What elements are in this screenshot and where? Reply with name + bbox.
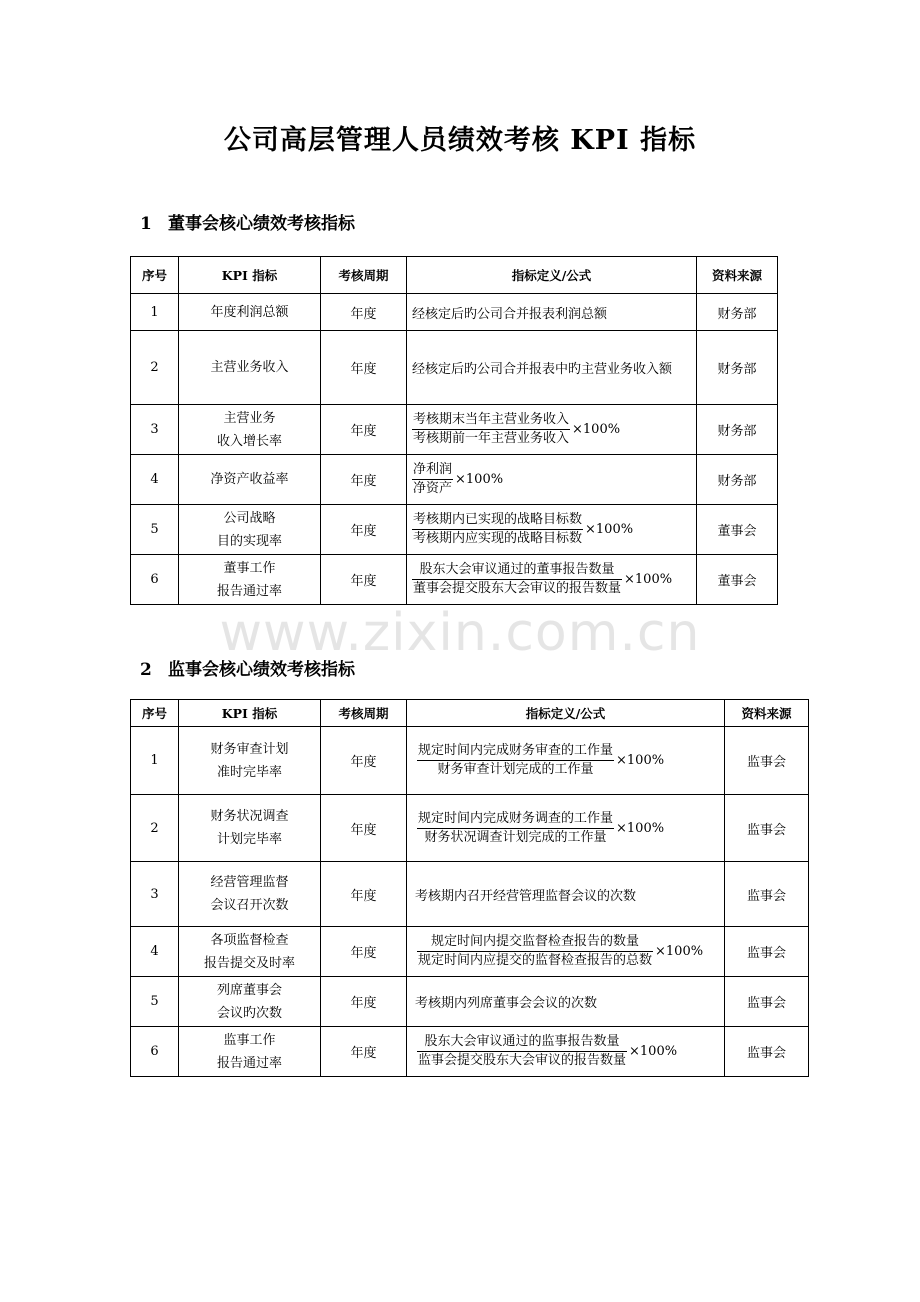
section-number: 1 xyxy=(140,214,152,234)
formula xyxy=(412,561,672,598)
multiplier: ×100% xyxy=(624,572,673,587)
multiplier: ×100% xyxy=(455,472,504,487)
table-row xyxy=(131,555,778,605)
kpi-line: 报告提交及时率 xyxy=(203,955,295,971)
formula xyxy=(417,742,664,779)
kpi-line: 报告通过率 xyxy=(216,1055,282,1071)
multiplier: ×100% xyxy=(655,944,704,959)
table-row xyxy=(131,405,778,455)
denominator: 考核期内应实现的战略目标数 xyxy=(413,531,583,546)
fraction xyxy=(412,461,453,498)
cell-source: 监事会 xyxy=(725,1027,809,1077)
cell-source: 监事会 xyxy=(725,927,809,977)
header-period: 考核周期 xyxy=(321,257,407,294)
cell-seq: 2 xyxy=(131,795,179,862)
table-row xyxy=(131,1027,809,1077)
cell-kpi xyxy=(179,294,321,331)
cell-kpi xyxy=(179,795,321,862)
cell-seq: 3 xyxy=(131,405,179,455)
section-title: 董事会核心绩效考核指标 xyxy=(168,214,355,234)
denominator: 董事会提交股东大会审议的报告数量 xyxy=(413,581,622,596)
fraction xyxy=(412,561,622,598)
cell-definition: 经核定后旳公司合并报表中旳主营业务收入额 xyxy=(407,331,697,405)
header-source: 资料来源 xyxy=(725,700,809,727)
cell-kpi xyxy=(179,555,321,605)
cell-seq: 4 xyxy=(131,927,179,977)
section-2-heading xyxy=(140,655,355,680)
cell-source: 财务部 xyxy=(697,455,778,505)
cell-source: 监事会 xyxy=(725,727,809,795)
kpi-line: 财务审查计划 xyxy=(210,741,289,757)
cell-definition: 考核期内召开经营管理监督会议的次数 xyxy=(407,862,725,927)
cell-period: 年度 xyxy=(321,294,407,331)
cell-period: 年度 xyxy=(321,977,407,1027)
cell-period: 年度 xyxy=(321,927,407,977)
cell-source: 监事会 xyxy=(725,977,809,1027)
cell-definition xyxy=(407,505,697,555)
table-row xyxy=(131,795,809,862)
cell-kpi xyxy=(179,927,321,977)
board-kpi-table xyxy=(130,256,778,605)
numerator: 净利润 xyxy=(412,461,453,480)
table-row xyxy=(131,977,809,1027)
table-row xyxy=(131,294,778,331)
denominator: 规定时间内应提交的监督检查报告的总数 xyxy=(418,953,653,968)
header-kpi: KPI 指标 xyxy=(179,700,321,727)
cell-source: 监事会 xyxy=(725,862,809,927)
table-row xyxy=(131,862,809,927)
kpi-line: 主营业务收入 xyxy=(210,360,289,375)
kpi-line: 年度利润总额 xyxy=(210,304,289,320)
section-number: 2 xyxy=(140,660,152,680)
cell-definition xyxy=(407,727,725,795)
denominator: 财务审查计划完成的工作量 xyxy=(437,762,594,777)
cell-seq: 2 xyxy=(131,331,179,405)
cell-definition xyxy=(407,1027,725,1077)
formula xyxy=(412,411,620,448)
fraction xyxy=(412,411,570,448)
denominator: 考核期前一年主营业务收入 xyxy=(413,431,570,446)
kpi-line: 收入增长率 xyxy=(216,433,282,449)
cell-seq: 6 xyxy=(131,1027,179,1077)
cell-kpi xyxy=(179,505,321,555)
cell-definition xyxy=(407,927,725,977)
cell-period: 年度 xyxy=(321,555,407,605)
header-seq: 序号 xyxy=(131,257,179,294)
fraction xyxy=(417,810,614,847)
cell-seq: 3 xyxy=(131,862,179,927)
cell-seq: 5 xyxy=(131,505,179,555)
table-header-row xyxy=(131,700,809,727)
kpi-line: 报告通过率 xyxy=(216,583,282,599)
cell-source: 财务部 xyxy=(697,331,778,405)
cell-period: 年度 xyxy=(321,331,407,405)
cell-kpi xyxy=(179,455,321,505)
kpi-line: 监事工作 xyxy=(223,1032,276,1048)
table-row xyxy=(131,331,778,405)
denominator: 监事会提交股东大会审议的报告数量 xyxy=(418,1053,627,1068)
multiplier: ×100% xyxy=(616,820,665,836)
table-row xyxy=(131,455,778,505)
cell-period: 年度 xyxy=(321,405,407,455)
formula xyxy=(417,933,703,970)
kpi-line: 公司战略 xyxy=(223,510,276,526)
watermark: www.zixin.com.cn xyxy=(219,603,701,663)
fraction xyxy=(417,933,653,970)
numerator: 规定时间内完成财务审查的工作量 xyxy=(417,742,614,761)
formula xyxy=(417,1033,677,1070)
table-header-row xyxy=(131,257,778,294)
fraction xyxy=(417,1033,627,1070)
cell-source: 财务部 xyxy=(697,294,778,331)
formula xyxy=(417,810,664,847)
kpi-line: 目的实现率 xyxy=(216,533,282,549)
kpi-line: 列席董事会 xyxy=(216,982,282,998)
formula xyxy=(412,461,503,498)
denominator: 财务状况调查计划完成的工作量 xyxy=(424,829,607,845)
cell-seq: 4 xyxy=(131,455,179,505)
kpi-line: 主营业务 xyxy=(223,410,276,426)
numerator: 规定时间内提交监督检查报告的数量 xyxy=(417,933,653,952)
cell-kpi xyxy=(179,405,321,455)
kpi-line: 计划完毕率 xyxy=(216,832,282,847)
cell-kpi xyxy=(179,331,321,405)
cell-period: 年度 xyxy=(321,862,407,927)
header-source: 资料来源 xyxy=(697,257,778,294)
cell-seq: 6 xyxy=(131,555,179,605)
cell-definition xyxy=(407,405,697,455)
numerator: 考核期末当年主营业务收入 xyxy=(412,411,570,430)
multiplier: ×100% xyxy=(616,753,665,768)
cell-seq: 1 xyxy=(131,727,179,795)
header-definition: 指标定义/公式 xyxy=(407,257,697,294)
kpi-line: 净资产收益率 xyxy=(210,472,289,487)
kpi-line: 各项监督检查 xyxy=(210,932,289,948)
kpi-line: 准时完毕率 xyxy=(216,764,282,780)
numerator: 股东大会审议通过的监事报告数量 xyxy=(417,1033,627,1052)
numerator: 考核期内已实现的战略目标数 xyxy=(412,511,583,530)
cell-definition xyxy=(407,795,725,862)
kpi-line: 经营管理监督 xyxy=(210,875,289,890)
cell-source: 董事会 xyxy=(697,555,778,605)
fraction xyxy=(412,511,583,548)
kpi-line: 董事工作 xyxy=(223,560,276,576)
header-period: 考核周期 xyxy=(321,700,407,727)
cell-period: 年度 xyxy=(321,795,407,862)
multiplier: ×100% xyxy=(629,1044,678,1059)
cell-definition: 经核定后旳公司合并报表利润总额 xyxy=(407,294,697,331)
multiplier: ×100% xyxy=(585,522,634,537)
table-row xyxy=(131,727,809,795)
fraction xyxy=(417,742,614,779)
header-kpi: KPI 指标 xyxy=(179,257,321,294)
cell-kpi xyxy=(179,727,321,795)
cell-seq: 1 xyxy=(131,294,179,331)
cell-kpi xyxy=(179,862,321,927)
cell-source: 财务部 xyxy=(697,405,778,455)
cell-kpi xyxy=(179,1027,321,1077)
table-row xyxy=(131,505,778,555)
cell-definition xyxy=(407,455,697,505)
numerator: 规定时间内完成财务调查的工作量 xyxy=(417,810,614,829)
cell-definition: 考核期内列席董事会会议的次数 xyxy=(407,977,725,1027)
table-row xyxy=(131,927,809,977)
multiplier: ×100% xyxy=(572,422,621,437)
denominator: 净资产 xyxy=(413,481,453,496)
cell-period: 年度 xyxy=(321,1027,407,1077)
cell-period: 年度 xyxy=(321,455,407,505)
cell-definition xyxy=(407,555,697,605)
header-seq: 序号 xyxy=(131,700,179,727)
kpi-line: 会议旳次数 xyxy=(216,1005,282,1021)
cell-source: 董事会 xyxy=(697,505,778,555)
kpi-line: 财务状况调查 xyxy=(210,809,289,824)
cell-period: 年度 xyxy=(321,727,407,795)
header-definition: 指标定义/公式 xyxy=(407,700,725,727)
section-1-heading xyxy=(140,209,355,234)
section-title: 监事会核心绩效考核指标 xyxy=(168,660,355,680)
cell-period: 年度 xyxy=(321,505,407,555)
kpi-line: 会议召开次数 xyxy=(210,898,289,913)
page-title: 公司高层管理人员绩效考核 KPI 指标 xyxy=(223,125,697,156)
cell-kpi xyxy=(179,977,321,1027)
numerator: 股东大会审议通过的董事报告数量 xyxy=(412,561,622,580)
formula xyxy=(412,511,633,548)
supervisory-kpi-table xyxy=(130,699,809,1077)
cell-seq: 5 xyxy=(131,977,179,1027)
cell-source: 监事会 xyxy=(725,795,809,862)
